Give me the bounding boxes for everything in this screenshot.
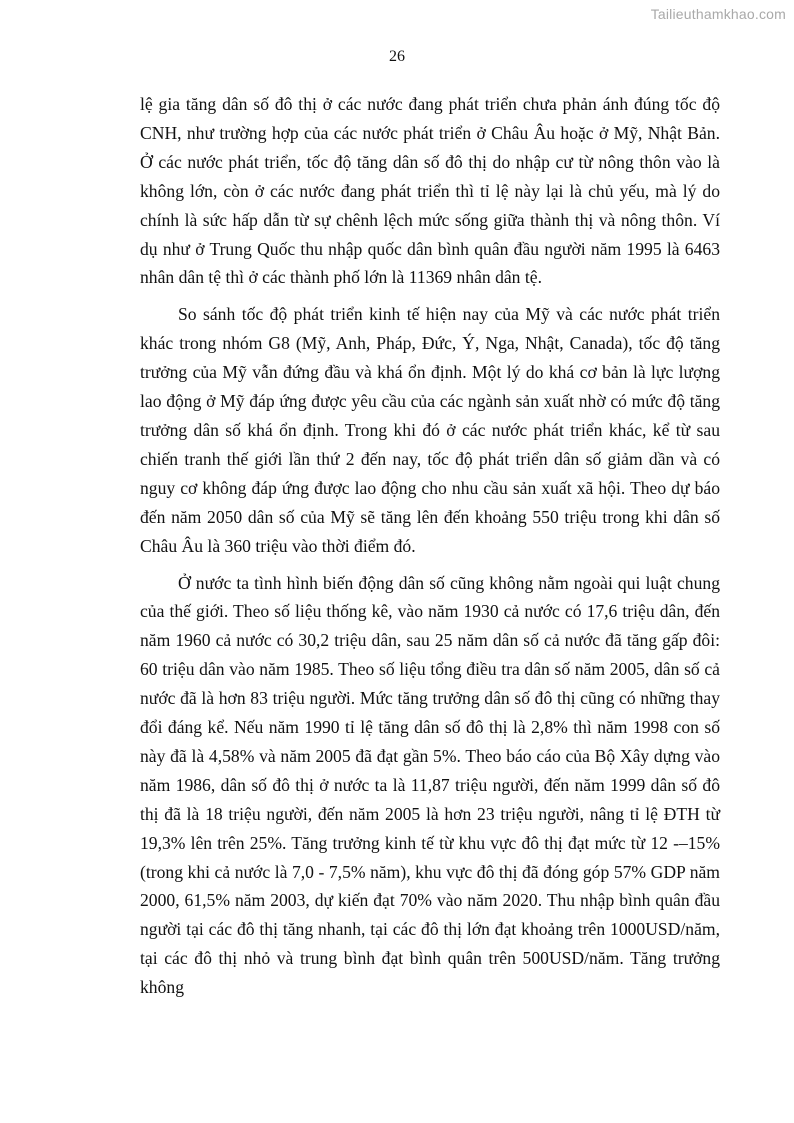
watermark-text: Tailieuthamkhao.com [650,6,786,22]
page-number: 26 [389,48,405,65]
document-body [140,90,720,1010]
paragraph-g8-comparison: So sánh tốc độ phát triển kinh tế hiện nay của Mỹ và các nước phát triển khác trong nhóm G8 (Mỹ, Anh, Pháp, Đức, Ý, Nga, Nhật, Canada), tốc độ tăng trưởng của Mỹ vẫn đứng đầu và khá ổn định. Một lý do khá cơ bản là lực lượng lao động ở Mỹ đáp ứng được yêu cầu của các ngành sản xuất nhờ có mức độ tăng trưởng dân số khá ổn định. Trong khi đó ở các nước phát triển khác, kể từ sau chiến tranh thế giới lần thứ 2 đến nay, tốc độ phát triển dân số giảm dần và có nguy cơ không đáp ứng được lao động cho nhu cầu sản xuất xã hội. Theo dự báo đến năm 2050 dân số của Mỹ sẽ tăng lên đến khoảng 550 triệu trong khi dân số Châu Âu là 360 triệu vào thời điểm đó. [140,304,720,556]
paragraph-continuation: lệ gia tăng dân số đô thị ở các nước đang phát triển chưa phản ánh đúng tốc độ CNH, như trường hợp của các nước phát triển ở Châu Âu hoặc ở Mỹ, Nhật Bản. Ở các nước phát triển, tốc độ tăng dân số đô thị do nhập cư từ nông thôn vào là không lớn, còn ở các nước đang phát triển thì tỉ lệ này lại là chủ yếu, mà lý do chính là sức hấp dẫn từ sự chênh lệch mức sống giữa thành thị và nông thôn. Ví dụ như ở Trung Quốc thu nhập quốc dân bình quân đầu người năm 1995 là 6463 nhân dân tệ thì ở các thành phố lớn là 11369 nhân dân tệ. [140,94,720,288]
paragraph-vietnam-population: Ở nước ta tình hình biến động dân số cũng không nằm ngoài qui luật chung của thế giới. Theo số liệu thống kê, vào năm 1930 cả nước có 17,6 triệu dân, đến năm 1960 cả nước có 30,2 triệu dân, sau 25 năm dân số cả nước đã tăng gấp đôi: 60 triệu dân vào năm 1985. Theo số liệu tổng điều tra dân số năm 2005, dân số cả nước đã là hơn 83 triệu người. Mức tăng trưởng dân số đô thị cũng có những thay đổi đáng kể. Nếu năm 1990 tỉ lệ tăng dân số đô thị là 2,8% thì năm 1998 con số này đã là 4,58% và năm 2005 đã đạt gần 5%. Theo báo cáo của Bộ Xây dựng vào năm 1986, dân số đô thị ở nước ta là 11,87 triệu người, đến năm 1999 dân số đô thị đã là 18 triệu người, đến năm 2005 là hơn 23 triệu người, nâng tỉ lệ ĐTH từ 19,3% lên trên 25%. Tăng trưởng kinh tế từ khu vực đô thị đạt mức từ 12 -–15% (trong khi cả nước là 7,0 - 7,5% năm), khu vực đô thị đã đóng góp 57% GDP năm 2000, 61,5% năm 2003, dự kiến đạt 70% vào năm 2020. Thu nhập bình quân đầu người tại các đô thị tăng nhanh, tại các đô thị lớn đạt khoảng trên 1000USD/năm, tại các đô thị nhỏ và trung bình đạt bình quân trên 500USD/năm. Tăng trưởng không [140,572,720,998]
